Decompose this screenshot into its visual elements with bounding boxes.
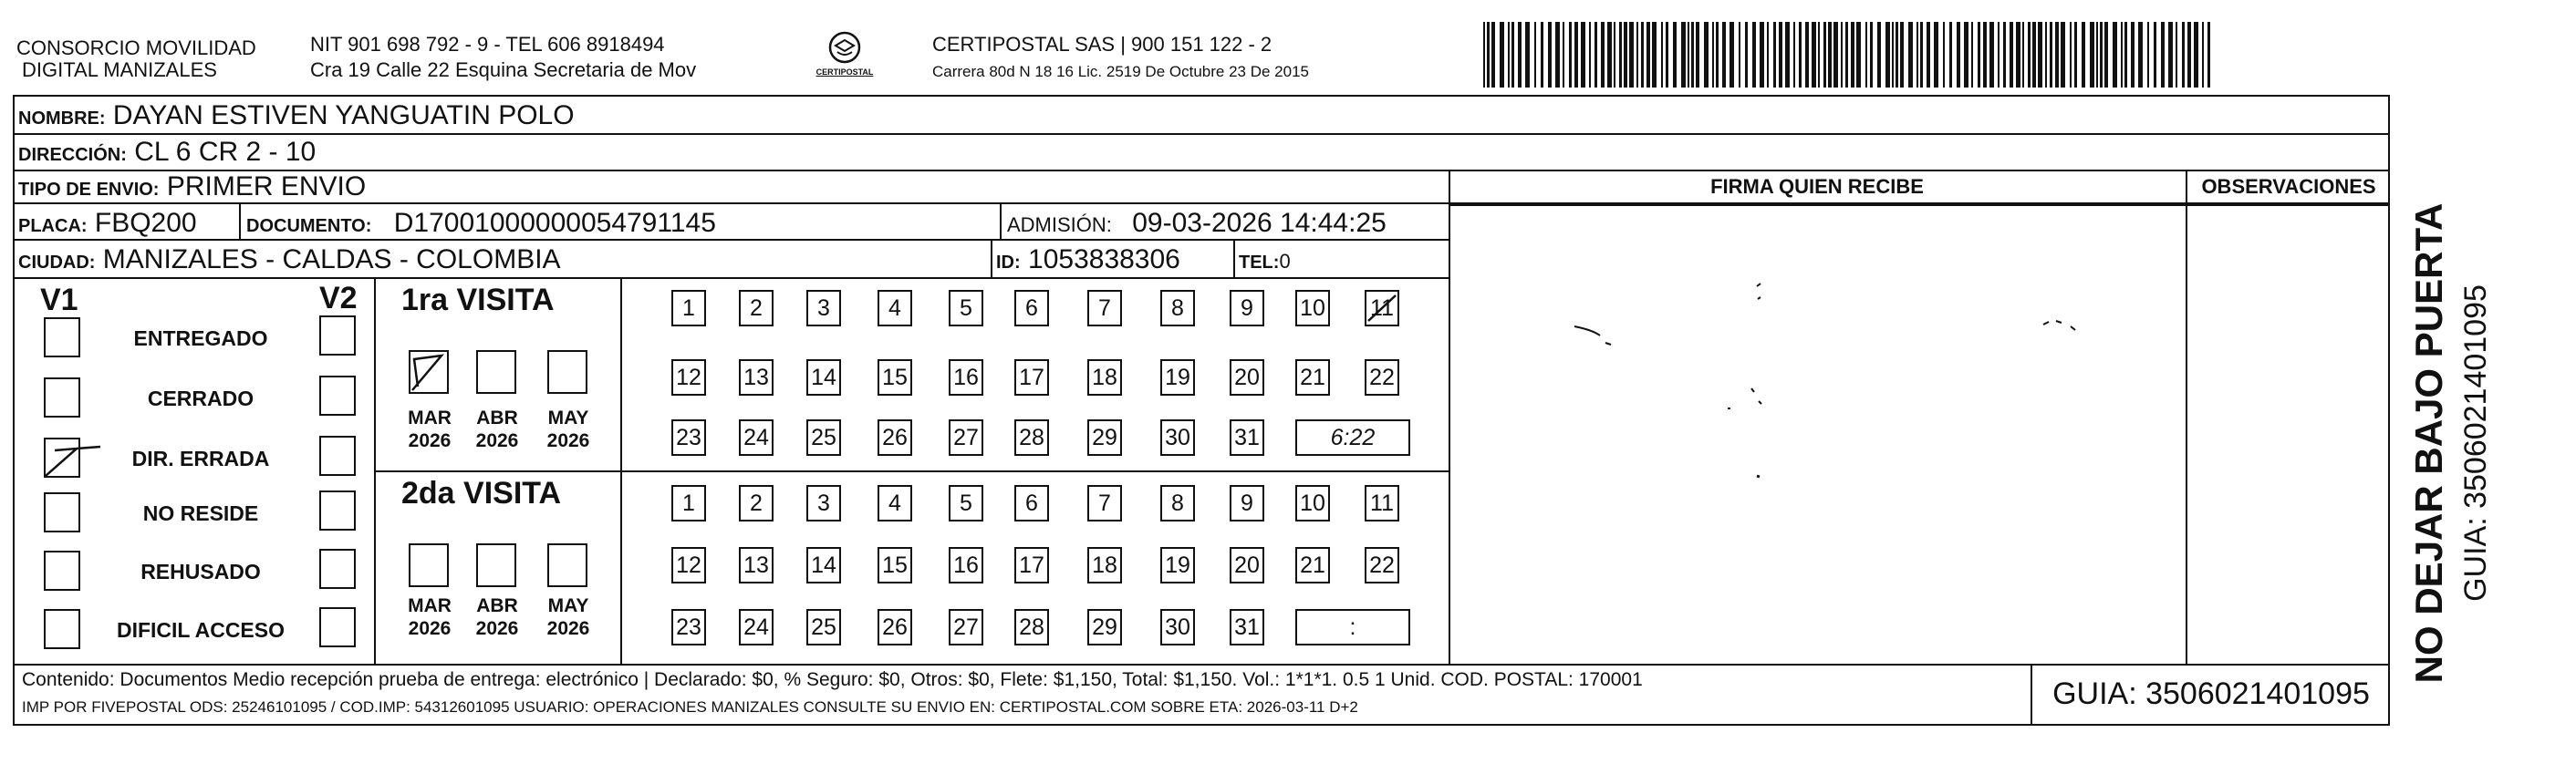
visit2-day-box[interactable]: 29 <box>1087 609 1122 645</box>
barcode-bar <box>1908 22 1913 88</box>
id-value: 1053838306 <box>1028 244 1180 274</box>
visit1-day-box[interactable]: 31 <box>1230 419 1264 456</box>
visit1-day-box[interactable]: 10 <box>1295 290 1330 326</box>
visit1-day-box[interactable]: 29 <box>1087 419 1122 456</box>
month-year: 2026 <box>475 618 519 639</box>
visit2-month-checkbox[interactable] <box>547 543 587 587</box>
barcode-bar <box>1569 22 1572 88</box>
barcode-bar <box>1548 22 1552 88</box>
barcode-bar <box>1518 22 1522 88</box>
barcode-bar <box>2055 22 2059 88</box>
visit1-day-box[interactable]: 14 <box>806 359 841 396</box>
barcode-bar <box>2131 22 2135 88</box>
ciudad-label: CIUDAD: <box>18 253 96 273</box>
barcode-bar <box>1646 22 1650 88</box>
barcode-bar <box>1964 22 1968 88</box>
visit1-day-box[interactable]: 15 <box>878 359 912 396</box>
month-name: MAR <box>408 595 452 616</box>
month-year: 2026 <box>546 430 590 451</box>
barcode-bar <box>2161 22 2165 88</box>
barcode-bar <box>1696 22 1699 88</box>
month-name: MAY <box>547 595 589 616</box>
logo-text: CERTIPOSTAL <box>815 67 874 77</box>
documento-field <box>246 208 716 242</box>
visit1-day-box[interactable]: 7 <box>1087 290 1122 326</box>
nombre-field <box>18 100 575 134</box>
visit2-day-box[interactable]: 28 <box>1014 609 1049 645</box>
barcode-bar <box>1652 22 1657 88</box>
visit1-day-box[interactable]: 8 <box>1160 290 1195 326</box>
barcode-bar <box>1511 22 1514 88</box>
visit2-day-box[interactable]: 14 <box>806 547 841 583</box>
visit2-day-box[interactable]: 20 <box>1230 547 1264 583</box>
barcode-bar <box>1704 22 1709 88</box>
month-year: 2026 <box>408 430 452 451</box>
barcode <box>1483 22 2213 88</box>
barcode-bar <box>1541 22 1543 88</box>
barcode-bar <box>1900 22 1904 88</box>
visit1-day-box[interactable]: 4 <box>878 290 912 326</box>
barcode-bar <box>2045 22 2047 88</box>
barcode-bar <box>1865 22 1867 88</box>
barcode-bar <box>1896 22 1898 88</box>
barcode-bar <box>1818 22 1820 88</box>
barcode-bar <box>2090 22 2094 88</box>
direccion-label: DIRECCIÓN: <box>18 145 127 165</box>
barcode-bar <box>1779 22 1782 88</box>
barcode-bar <box>2082 22 2085 88</box>
visit2-day-box[interactable]: 25 <box>806 609 841 645</box>
nombre-label: NOMBRE: <box>18 108 106 129</box>
barcode-bar <box>2028 22 2031 88</box>
barcode-bar <box>1614 22 1615 88</box>
barcode-bar <box>1487 22 1490 88</box>
status-label: CERRADO <box>147 387 254 410</box>
barcode-bar <box>2100 22 2103 88</box>
visit1-month-label <box>540 407 597 452</box>
placa-label: PLACA: <box>18 216 88 236</box>
visit2-month-label <box>469 594 525 640</box>
footer-imp: IMP POR FIVEPOSTAL ODS: 25246101095 / COD.IMP: 54312601095 USUARIO: OPERACIONES MANIZALES CONSULTE SU ENVIO EN: CERTIPOSTAL.COM SOBRE ETA: 2026-03-11 D+2 <box>22 698 1358 716</box>
ciudad-field <box>18 244 561 278</box>
barcode-bar <box>1927 22 1930 88</box>
barcode-bar <box>2061 22 2065 88</box>
barcode-bar <box>1716 22 1719 88</box>
visit1-month-checkbox[interactable] <box>476 350 516 394</box>
barcode-bar <box>1892 22 1894 88</box>
visit2-day-box[interactable]: 5 <box>949 485 983 521</box>
barcode-bar <box>1563 22 1564 88</box>
visit1-day-box[interactable]: 6 <box>1014 290 1049 326</box>
visit2-day-box[interactable]: 12 <box>671 547 706 583</box>
visit2-day-box[interactable]: 11 <box>1365 485 1399 521</box>
visit1-day-box[interactable]: 3 <box>806 290 841 326</box>
barcode-bar <box>1525 22 1530 88</box>
visit1-day-box[interactable]: 16 <box>949 359 983 396</box>
barcode-bar <box>2096 22 2098 88</box>
visit1-day-box[interactable]: 26 <box>878 419 912 456</box>
barcode-bar <box>1491 22 1495 88</box>
v1-checkbox[interactable] <box>44 377 80 418</box>
tipo-envio-label: TIPO DE ENVIO: <box>18 180 160 200</box>
visit2-day-box[interactable]: 2 <box>739 485 774 521</box>
barcode-bar <box>2138 22 2143 88</box>
certipostal-logo <box>808 27 881 82</box>
barcode-bar <box>2032 22 2036 88</box>
signature-area <box>1450 206 2184 662</box>
carrier-address: Carrera 80d N 18 16 Lic. 2519 De Octubre 23 De 2015 <box>932 63 1309 80</box>
barcode-bar <box>1729 22 1734 88</box>
barcode-bar <box>2113 22 2117 88</box>
visit1-day-box[interactable]: 28 <box>1014 419 1049 456</box>
company-address: Cra 19 Calle 22 Esquina Secretaria de Mov <box>310 58 697 81</box>
barcode-bar <box>1712 22 1714 88</box>
barcode-bar <box>1673 22 1677 88</box>
visit2-day-box[interactable]: 9 <box>1230 485 1264 521</box>
barcode-bar <box>1767 22 1769 88</box>
visit1-day-box[interactable]: 19 <box>1160 359 1195 396</box>
barcode-bar <box>1799 22 1802 88</box>
barcode-bar <box>1841 22 1843 88</box>
visit1-day-box[interactable]: 9 <box>1230 290 1264 326</box>
barcode-bar <box>1870 22 1873 88</box>
barcode-bar <box>1607 22 1612 88</box>
visit2-month-label <box>540 594 597 640</box>
barcode-bar <box>1823 22 1826 88</box>
barcode-bar <box>1833 22 1838 88</box>
visit2-month-label <box>401 594 458 640</box>
barcode-bar <box>2202 22 2204 88</box>
v1-checkbox[interactable] <box>44 551 80 591</box>
check-mark-icon <box>44 438 99 478</box>
status-label: NO RESIDE <box>142 501 259 525</box>
visit1-month-label <box>469 407 525 452</box>
v2-checkbox[interactable] <box>319 607 356 647</box>
barcode-bar <box>2038 22 2042 88</box>
visit1-month-checkbox[interactable] <box>409 350 449 394</box>
visit2-time-box[interactable]: : <box>1295 609 1410 645</box>
visit2-day-box[interactable]: 19 <box>1160 547 1195 583</box>
barcode-bar <box>1957 22 1960 88</box>
visit2-day-box[interactable]: 1 <box>671 485 706 521</box>
barcode-bar <box>1666 22 1668 88</box>
visit2-day-box[interactable]: 8 <box>1160 485 1195 521</box>
barcode-bar <box>1760 22 1764 88</box>
barcode-bar <box>1752 22 1756 88</box>
visit2-day-box[interactable]: 22 <box>1365 547 1399 583</box>
barcode-bar <box>1624 22 1627 88</box>
tipo-envio-field <box>18 171 366 205</box>
barcode-bar <box>1978 22 1980 88</box>
visit1-day-box[interactable]: 27 <box>949 419 983 456</box>
footer-contenido: Contenido: Documentos Medio recepción prueba de entrega: electrónico | Declarado: $0, % Seguro: $0, Otros: $0, Flete: $1,150, Total: $1,150. Vol.: 1*1*1. 0.5 1 Unid. COD. POSTAL: 170001 <box>22 669 1643 690</box>
documento-value: D17001000000054791145 <box>393 208 716 238</box>
documento-label: DOCUMENTO: <box>246 216 372 236</box>
barcode-bar <box>2074 22 2077 88</box>
visit1-day-box[interactable]: 13 <box>739 359 774 396</box>
side-guia: GUIA: 3506021401095 <box>2458 284 2493 602</box>
visit2-day-box[interactable]: 23 <box>671 609 706 645</box>
ciudad-value: MANIZALES - CALDAS - COLOMBIA <box>102 244 561 274</box>
v2-checkbox[interactable] <box>319 436 356 476</box>
v2-header: V2 <box>319 281 358 315</box>
direccion-field <box>18 137 316 170</box>
visit2-day-box[interactable]: 26 <box>878 609 912 645</box>
visit2-day-box[interactable]: 31 <box>1230 609 1264 645</box>
v1-checkbox[interactable] <box>44 609 80 649</box>
signature-marks <box>1450 206 2184 662</box>
visit2-day-box[interactable]: 21 <box>1295 547 1330 583</box>
placa-field <box>18 208 197 242</box>
barcode-bar <box>1885 22 1890 88</box>
barcode-bar <box>1508 22 1510 88</box>
company-name-line2: DIGITAL MANIZALES <box>22 58 217 81</box>
nombre-value: DAYAN ESTIVEN YANGUATIN POLO <box>112 100 575 130</box>
visit1-day-box[interactable]: 23 <box>671 419 706 456</box>
barcode-bar <box>1534 22 1536 88</box>
visit2-day-box[interactable]: 6 <box>1014 485 1049 521</box>
barcode-bar <box>1629 22 1634 88</box>
visit2-day-box[interactable]: 13 <box>739 547 774 583</box>
visit1-title: 1ra VISITA <box>401 283 555 317</box>
direccion-value: CL 6 CR 2 - 10 <box>134 137 317 167</box>
visit1-day-box[interactable]: 18 <box>1087 359 1122 396</box>
barcode-bar <box>1845 22 1848 88</box>
visit2-day-box[interactable]: 30 <box>1160 609 1195 645</box>
barcode-bar <box>2187 22 2191 88</box>
id-label: ID: <box>996 253 1021 273</box>
visit1-month-checkbox[interactable] <box>547 350 587 394</box>
barcode-bar <box>1500 22 1504 88</box>
visit2-day-box[interactable]: 10 <box>1295 485 1330 521</box>
barcode-bar <box>1785 22 1790 88</box>
barcode-bar <box>1691 22 1694 88</box>
barcode-bar <box>1483 22 1485 88</box>
barcode-bar <box>2050 22 2052 88</box>
visit2-day-box[interactable]: 4 <box>878 485 912 521</box>
barcode-bar <box>2124 22 2127 88</box>
barcode-bar <box>1739 22 1740 88</box>
v1-checkbox[interactable] <box>44 317 80 357</box>
id-field <box>996 244 1180 278</box>
barcode-bar <box>1998 22 2000 88</box>
admision-value: 09-03-2026 14:44:25 <box>1132 208 1387 238</box>
admision-label: ADMISIÓN: <box>1007 213 1112 236</box>
barcode-bar <box>1934 22 1938 88</box>
visit2-day-box[interactable]: 15 <box>878 547 912 583</box>
barcode-bar <box>1641 22 1644 88</box>
month-name: ABR <box>476 408 518 428</box>
month-year: 2026 <box>475 430 519 451</box>
visit1-day-box[interactable]: 11 <box>1365 290 1399 326</box>
observaciones-header: OBSERVACIONES <box>2201 175 2376 198</box>
barcode-bar <box>1681 22 1686 88</box>
carrier-info: CERTIPOSTAL SAS | 900 151 122 - 2 <box>932 33 1272 56</box>
month-year: 2026 <box>408 618 452 639</box>
barcode-bar <box>1812 22 1816 88</box>
visit1-time-box[interactable]: 6:22 <box>1295 419 1410 456</box>
barcode-bar <box>1661 22 1663 88</box>
footer-guia: GUIA: 3506021401095 <box>2052 676 2370 711</box>
barcode-bar <box>1877 22 1881 88</box>
visit2-month-checkbox[interactable] <box>476 543 516 587</box>
barcode-bar <box>1805 22 1809 88</box>
v1-header: V1 <box>40 283 78 317</box>
status-label: DIFICIL ACCESO <box>116 618 285 642</box>
barcode-bar <box>1949 22 1952 88</box>
v2-checkbox[interactable] <box>319 376 356 416</box>
barcode-bar <box>1745 22 1748 88</box>
barcode-bar <box>2070 22 2072 88</box>
visit2-day-box[interactable]: 3 <box>806 485 841 521</box>
visit1-day-box[interactable]: 22 <box>1365 359 1399 396</box>
v1-checkbox[interactable] <box>44 492 80 532</box>
barcode-bar <box>2010 22 2013 88</box>
visit2-title: 2da VISITA <box>401 476 562 511</box>
visit1-day-box[interactable]: 20 <box>1230 359 1264 396</box>
month-name: ABR <box>476 595 518 616</box>
status-label: REHUSADO <box>140 560 261 583</box>
firma-header: FIRMA QUIEN RECIBE <box>1710 175 1924 198</box>
barcode-bar <box>1920 22 1923 88</box>
visit1-month-label <box>401 407 458 452</box>
barcode-bar <box>2003 22 2006 88</box>
admision-field <box>1007 208 1387 241</box>
barcode-bar <box>1688 22 1689 88</box>
company-name-line1: CONSORCIO MOVILIDAD <box>16 36 256 59</box>
visit2-day-box[interactable]: 17 <box>1014 547 1049 583</box>
barcode-bar <box>1828 22 1832 88</box>
barcode-bar <box>1619 22 1622 88</box>
barcode-bar <box>1943 22 1945 88</box>
visit2-day-box[interactable]: 18 <box>1087 547 1122 583</box>
barcode-bar <box>1601 22 1605 88</box>
barcode-bar <box>2154 22 2156 88</box>
barcode-bar <box>2104 22 2108 88</box>
v2-checkbox[interactable] <box>319 315 356 356</box>
barcode-bar <box>2207 22 2210 88</box>
visit2-day-box[interactable]: 27 <box>949 609 983 645</box>
month-year: 2026 <box>546 618 590 639</box>
visit1-day-box[interactable]: 1 <box>671 290 706 326</box>
status-label: DIR. ERRADA <box>131 447 270 470</box>
barcode-bar <box>1594 22 1597 88</box>
barcode-bar <box>1851 22 1854 88</box>
side-warning: NO DEJAR BAJO PUERTA <box>2407 202 2450 684</box>
visit1-day-box[interactable]: 17 <box>1014 359 1049 396</box>
visit1-day-box[interactable]: 21 <box>1295 359 1330 396</box>
barcode-bar <box>1989 22 1994 88</box>
v2-checkbox[interactable] <box>319 490 356 531</box>
visit1-day-box[interactable]: 30 <box>1160 419 1195 456</box>
visit2-day-box[interactable]: 16 <box>949 547 983 583</box>
check-mark-icon <box>409 350 449 394</box>
v2-checkbox[interactable] <box>319 549 356 589</box>
barcode-bar <box>1636 22 1638 88</box>
company-nit: NIT 901 698 792 - 9 - TEL 606 8918494 <box>310 33 665 56</box>
barcode-bar <box>1793 22 1795 88</box>
visit1-day-box[interactable]: 12 <box>671 359 706 396</box>
visit2-day-box[interactable]: 7 <box>1087 485 1122 521</box>
barcode-bar <box>1971 22 1973 88</box>
barcode-bar <box>1983 22 1987 88</box>
month-name: MAR <box>408 408 452 428</box>
barcode-bar <box>1555 22 1560 88</box>
visit2-day-box[interactable]: 24 <box>739 609 774 645</box>
barcode-bar <box>1722 22 1726 88</box>
barcode-bar <box>1916 22 1918 88</box>
barcode-bar <box>2168 22 2173 88</box>
barcode-bar <box>2194 22 2198 88</box>
visit1-day-box[interactable]: 24 <box>739 419 774 456</box>
barcode-bar <box>2022 22 2024 88</box>
visit2-month-checkbox[interactable] <box>409 543 449 587</box>
barcode-bar <box>1589 22 1591 88</box>
visit1-day-box[interactable]: 2 <box>739 290 774 326</box>
status-label: ENTREGADO <box>133 326 268 350</box>
tel-label: TEL: <box>1239 253 1280 273</box>
barcode-bar <box>2147 22 2149 88</box>
barcode-bar <box>1773 22 1776 88</box>
barcode-bar <box>2016 22 2020 88</box>
tel-value: 0 <box>1279 250 1291 273</box>
tipo-envio-value: PRIMER ENVIO <box>166 171 367 201</box>
tel-field <box>1239 246 1291 278</box>
visit1-day-box[interactable]: 25 <box>806 419 841 456</box>
barcode-bar <box>1856 22 1861 88</box>
barcode-bar <box>2121 22 2123 88</box>
visit1-day-box[interactable]: 5 <box>949 290 983 326</box>
month-name: MAY <box>547 408 589 428</box>
v1-checkbox[interactable] <box>44 438 80 478</box>
day-strike-icon <box>1365 290 1399 326</box>
barcode-bar <box>1574 22 1578 88</box>
placa-value: FBQ200 <box>94 208 197 238</box>
barcode-bar <box>2182 22 2185 88</box>
barcode-bar <box>1581 22 1585 88</box>
barcode-bar <box>2176 22 2177 88</box>
